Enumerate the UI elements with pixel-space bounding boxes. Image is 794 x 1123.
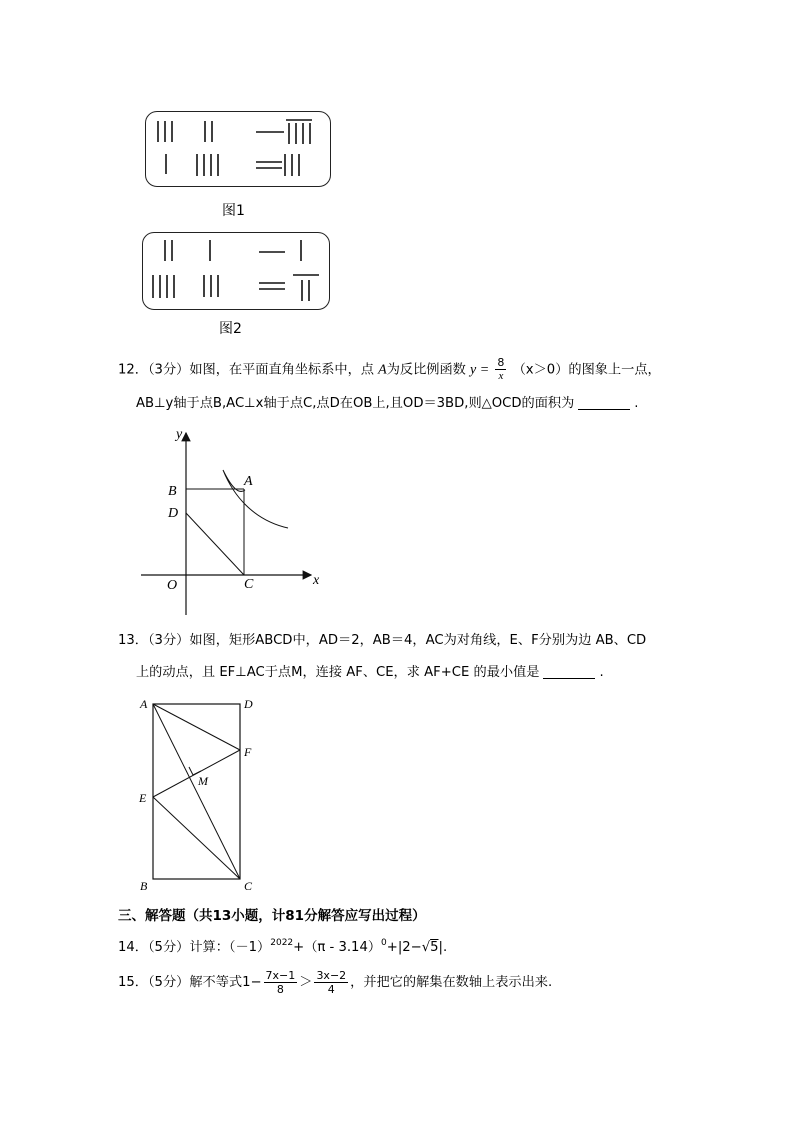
label-c: C bbox=[244, 879, 253, 893]
q13-number: 13． bbox=[118, 633, 148, 648]
q12-text-c: 的图象上一点， bbox=[568, 362, 661, 378]
q15-fraction-1 bbox=[264, 969, 298, 996]
q12-line-1 bbox=[118, 356, 661, 383]
q12-frac-num: 8 bbox=[497, 356, 505, 369]
q15-prefix: 15．（5分）解不等式1− bbox=[118, 975, 262, 990]
q12-condition: （x＞0） bbox=[512, 362, 569, 378]
q13-line-2 bbox=[136, 664, 604, 682]
q12-frac-den: x bbox=[498, 370, 504, 382]
q15-frac2-num: 3x−2 bbox=[316, 968, 347, 982]
q13-rectangle-figure bbox=[134, 694, 274, 894]
counting-rods-figure-1 bbox=[146, 112, 330, 186]
label-f: F bbox=[244, 745, 252, 759]
segment-af bbox=[153, 704, 240, 750]
label-y: y bbox=[176, 427, 183, 442]
label-c: C bbox=[244, 577, 254, 592]
label-x: x bbox=[313, 573, 320, 588]
q15-gt: ＞ bbox=[299, 975, 313, 990]
q15-frac2-den: 4 bbox=[327, 982, 335, 996]
q12-coordinate-graph bbox=[135, 425, 335, 615]
q12-answer-blank bbox=[578, 395, 630, 410]
q12-fraction bbox=[495, 356, 506, 383]
q15-line bbox=[118, 966, 552, 1000]
label-e: E bbox=[139, 791, 147, 805]
q14-prefix: 14．（5分）计算：（－1） bbox=[118, 940, 271, 955]
q12-score: （3分） bbox=[147, 362, 190, 378]
label-d: D bbox=[168, 506, 179, 521]
q14-exponent-1: 2022 bbox=[270, 938, 294, 948]
q14-exponent-2: 0 bbox=[381, 938, 387, 948]
q14-tail-a: +|2− bbox=[386, 940, 422, 955]
q15-suffix: ，并把它的解集在数轴上表示出来. bbox=[350, 975, 553, 990]
q14-sqrt-symbol: √ bbox=[421, 940, 431, 955]
label-a: A bbox=[140, 697, 148, 711]
label-b: B bbox=[168, 484, 177, 499]
figure-1-caption: 图1 bbox=[222, 203, 245, 219]
section-3-title: 三、解答题（共13小题，计81分解答应写出过程） bbox=[118, 908, 426, 924]
q12-number: 12． bbox=[118, 362, 148, 378]
q12-text-line2: AB⊥y轴于点B,AC⊥x轴于点C,点D在OB上,且OD＝3BD,则△OCD的面积为 bbox=[136, 396, 575, 411]
label-b: B bbox=[140, 879, 148, 893]
q15-fraction-2 bbox=[314, 969, 348, 996]
q12-line-2 bbox=[136, 395, 638, 413]
q14-mid: +（π - 3.14） bbox=[293, 940, 382, 955]
q12-text-b: 为反比例函数 bbox=[386, 362, 466, 378]
q15-frac1-den: 8 bbox=[276, 982, 284, 996]
q14-line bbox=[118, 934, 447, 957]
q13-score: （3分） bbox=[147, 633, 190, 648]
figure-2-caption: 图2 bbox=[219, 321, 242, 337]
q13-line-1 bbox=[118, 632, 646, 650]
hyperbola-curve bbox=[223, 470, 288, 528]
q14-sqrt-value: 5 bbox=[430, 940, 439, 955]
q12-point-a: A bbox=[378, 362, 387, 378]
label-a: A bbox=[244, 474, 253, 489]
q12-text-a: 如图，在平面直角坐标系中，点 bbox=[189, 362, 374, 378]
q14-tail-b: |. bbox=[438, 940, 448, 955]
segment-dc bbox=[186, 513, 244, 575]
q12-y-eq: y = bbox=[470, 362, 490, 378]
label-d: D bbox=[244, 697, 253, 711]
q13-line2-end: . bbox=[599, 665, 604, 680]
q13-text-line1: 如图，矩形ABCD中，AD＝2，AB＝4，AC为对角线，E、F分别为边 AB、CD bbox=[189, 633, 647, 648]
figure-1-box bbox=[145, 111, 331, 187]
q15-frac1-num: 7x−1 bbox=[265, 968, 296, 982]
figure-2-box bbox=[142, 232, 330, 310]
q12-line2-end: . bbox=[634, 396, 639, 411]
label-o: O bbox=[167, 578, 178, 593]
counting-rods-figure-2 bbox=[143, 233, 329, 309]
q13-answer-blank bbox=[543, 664, 595, 679]
diagonal-ac bbox=[153, 704, 240, 879]
segment-ec bbox=[153, 797, 240, 879]
q13-text-line2: 上的动点，且 EF⊥AC于点M，连接 AF、CE，求 AF+CE 的最小值是 bbox=[136, 665, 540, 680]
label-m: M bbox=[198, 774, 208, 788]
